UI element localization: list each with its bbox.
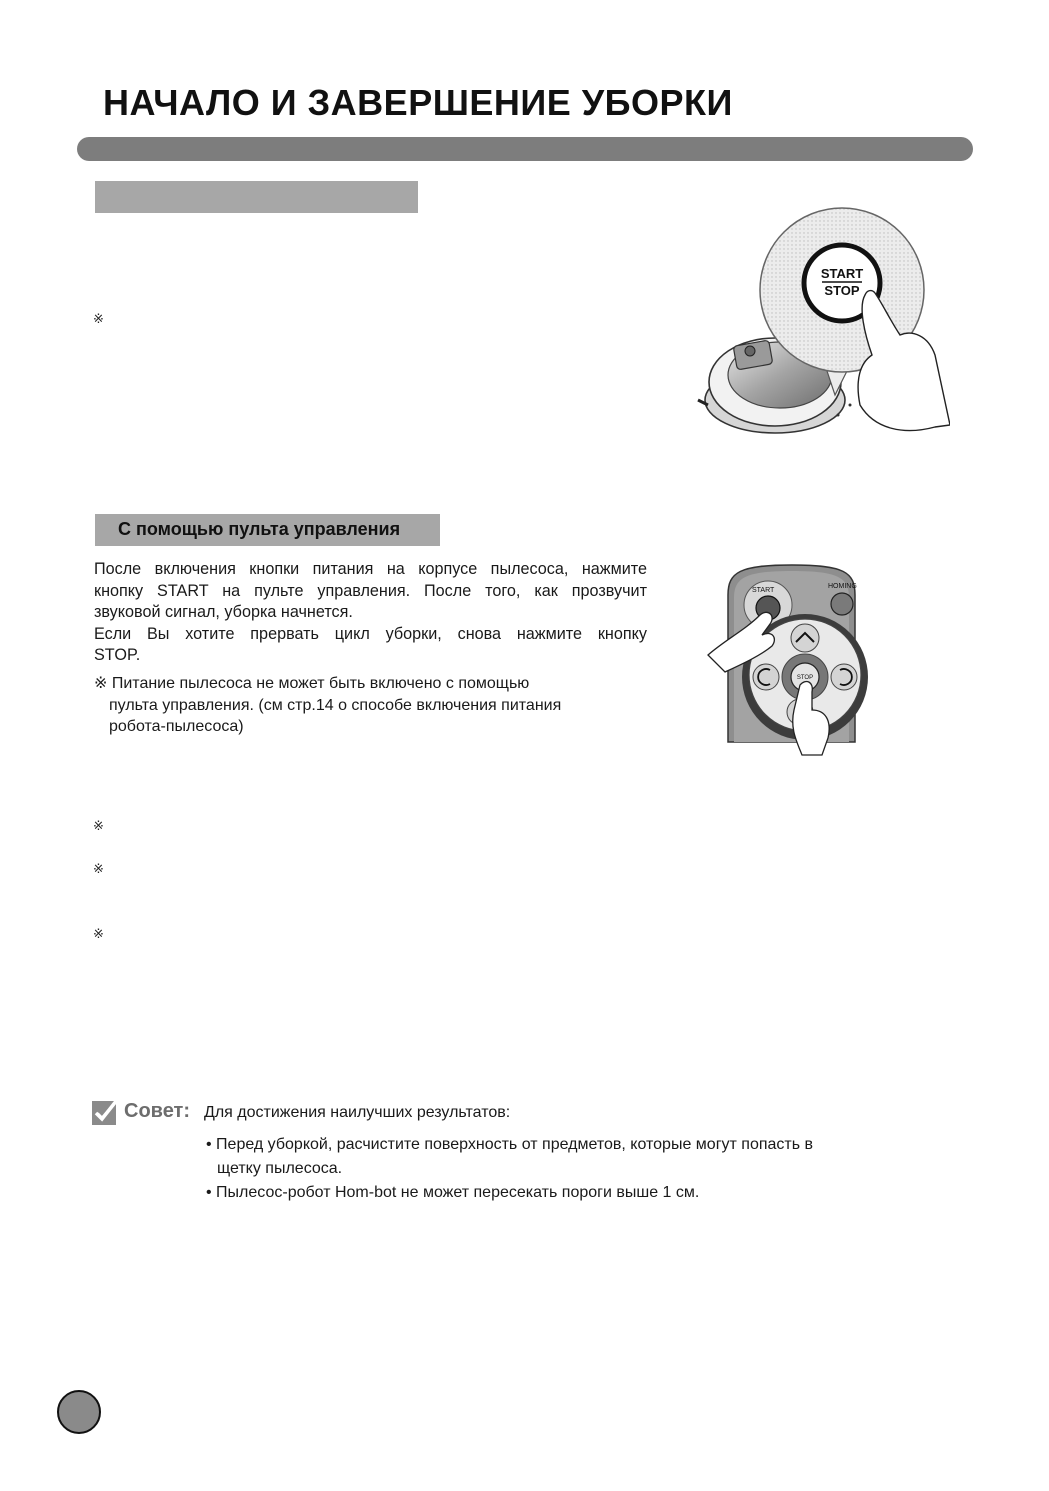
remote-homing-button: [831, 593, 853, 615]
tip-label: Совет:: [124, 1100, 191, 1122]
tip-list: [206, 1133, 946, 1205]
list-item: • Перед уборкой, расчистите поверхность от предметов, которые могут попасть в: [206, 1136, 814, 1153]
list-item: • Пылесос-робот Hom-bot не может пересекать пороги выше 1 см.: [206, 1184, 700, 1201]
stop-label: STOP: [824, 283, 860, 298]
paragraph-line: звуковой сигнал, уборка начнется.: [94, 603, 353, 621]
paragraph-line: STOP.: [94, 646, 141, 664]
robot-start-button-illustration: [690, 195, 950, 460]
section-header-label-remote: С помощью пульта управления: [118, 519, 401, 539]
note-mark: ※: [93, 311, 104, 326]
start-label: START: [820, 266, 864, 281]
remote-control-illustration: [700, 560, 885, 760]
note-mark: ※: [93, 926, 104, 941]
section-header-box: [95, 181, 418, 213]
remote-stop-label: STOP: [796, 675, 814, 681]
paragraph-line: Если Вы хотите прервать цикл уборки, снова нажмите кнопку: [94, 624, 647, 643]
page-title: НАЧАЛО И ЗАВЕРШЕНИЕ УБОРКИ: [103, 82, 733, 123]
remote-start-label: START: [752, 587, 775, 594]
remote-instructions: [94, 559, 647, 667]
checkmark-icon: [91, 1098, 119, 1126]
remote-homing-label: HOMING: [828, 583, 857, 590]
remote-note: [94, 673, 654, 738]
note-line: робота-пылесоса): [109, 718, 244, 735]
note-line: ※ Питание пылесоса не может быть включено с помощью: [94, 675, 530, 692]
section-header-label: [95, 186, 118, 206]
tip-intro: Для достижения наилучших результатов:: [204, 1104, 511, 1121]
note-mark: ※: [93, 818, 104, 833]
paragraph-line: кнопку START на пульте управления. После того, как прозвучит: [94, 581, 647, 600]
title-underline-bar: [77, 137, 973, 161]
list-item: щетку пылесоса.: [217, 1160, 343, 1177]
section-header-box-remote: [95, 514, 440, 546]
note-line: пульта управления. (см стр.14 о способе включения питания: [109, 696, 562, 714]
note-mark: ※: [93, 861, 104, 876]
paragraph-line: После включения кнопки питания на корпусе пылесоса, нажмите: [94, 560, 647, 578]
page-number-badge: [57, 1390, 101, 1434]
